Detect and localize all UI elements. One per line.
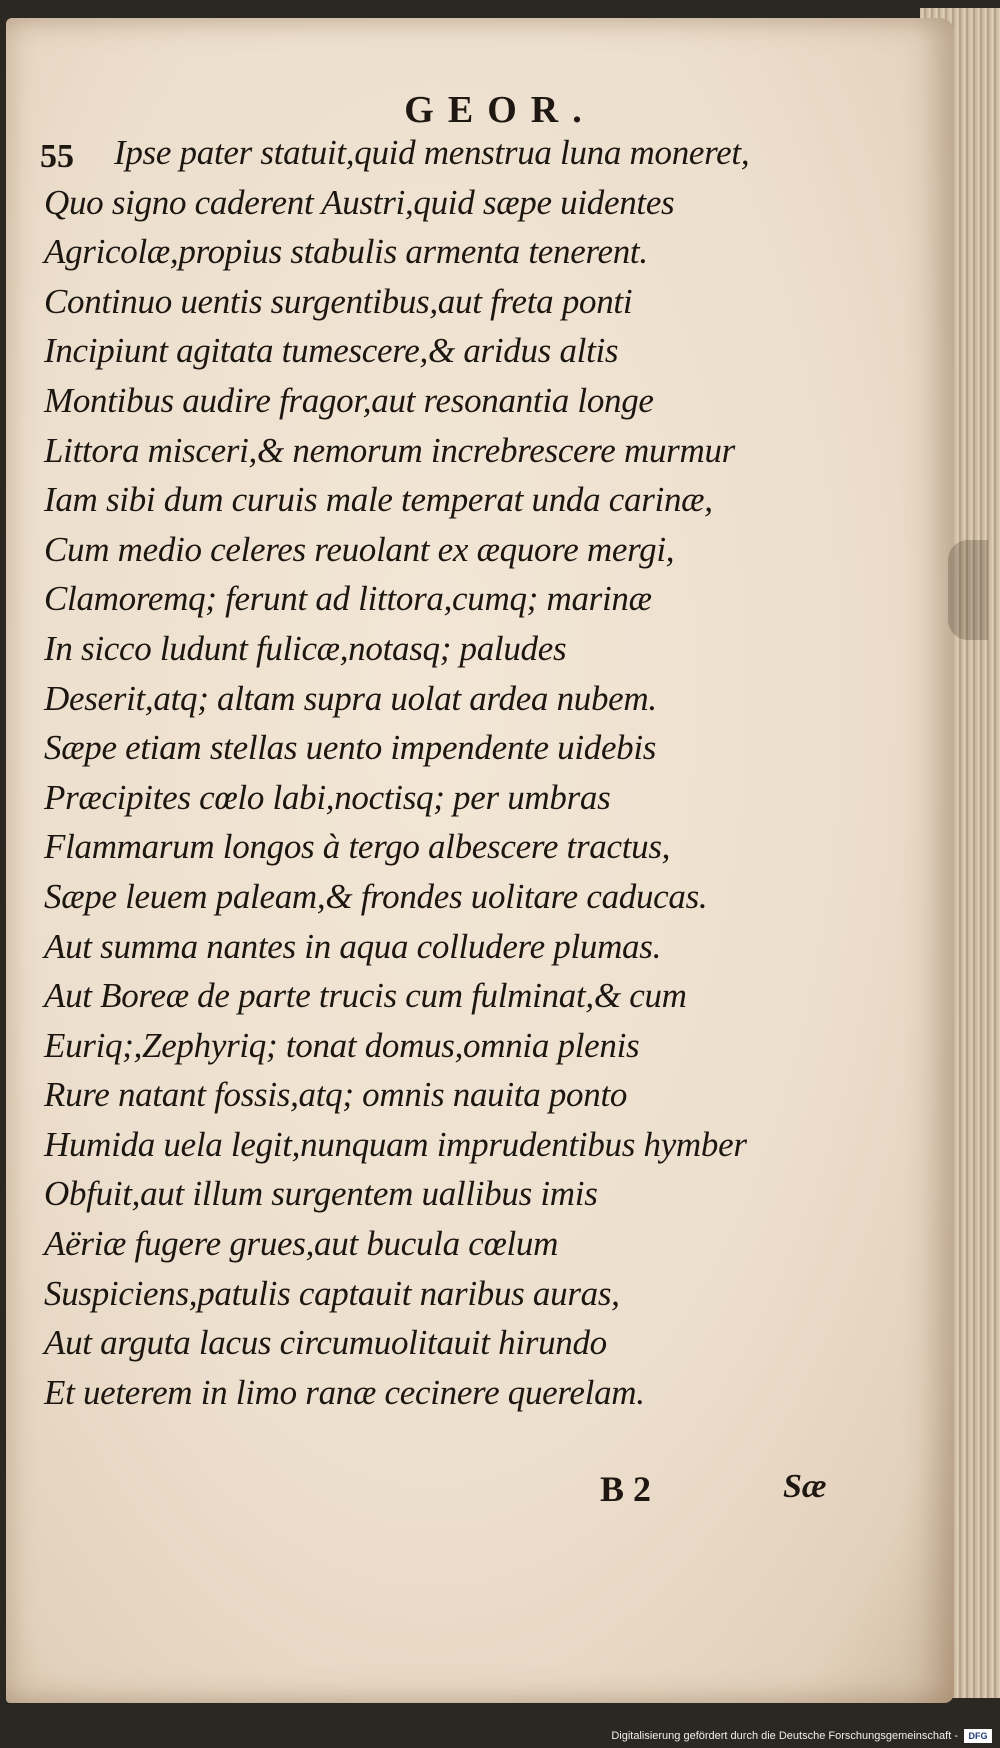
- verse-line: Aut Boreæ de parte trucis cum fulminat,& cum: [44, 976, 687, 1016]
- verse-line: Montibus audire fragor,aut resonantia longe: [44, 380, 654, 420]
- verse-line: Ipse pater statuit,quid menstrua luna moneret,: [114, 133, 750, 172]
- verse-line: Rure natant fossis,atq; omnis nauita ponto: [44, 1075, 628, 1115]
- signature-mark: B 2: [600, 1469, 652, 1509]
- verse-line: In sicco ludunt fulicæ,notasq; paludes: [44, 628, 567, 668]
- verse-line: Sæpe leuem paleam,& frondes uolitare caducas.: [44, 876, 708, 916]
- verse-line: Aut arguta lacus circumuolitauit hirundo: [44, 1323, 607, 1363]
- verse-line: Agricolæ,propius stabulis armenta tenerent.: [44, 232, 648, 272]
- running-head: GEOR.: [404, 89, 596, 131]
- digitization-credit: Digitalisierung gefördert durch die Deutsche Forschungsgemeinschaft -: [611, 1730, 958, 1742]
- verse-line: Cum medio celeres reuolant ex æquore mergi,: [44, 529, 675, 569]
- verse-line: Continuo uentis surgentibus,aut freta ponti: [44, 281, 633, 321]
- dfg-logo: DFG: [964, 1729, 992, 1743]
- verse-line: Deserit,atq; altam supra uolat ardea nubem.: [44, 678, 657, 718]
- catchword: Sæ: [783, 1468, 827, 1505]
- verse-line: Obfuit,aut illum surgentem uallibus imis: [44, 1174, 598, 1214]
- verse-line: Incipiunt agitata tumescere,& aridus altis: [44, 331, 619, 371]
- verse-line: Quo signo caderent Austri,quid sæpe uidentes: [44, 182, 675, 222]
- clip-shadow: [948, 540, 988, 640]
- verse-line: Humida uela legit,nunquam imprudentibus hymber: [44, 1124, 747, 1164]
- verse-line: Littora misceri,& nemorum increbrescere murmur: [44, 430, 735, 470]
- verse-text: [44, 128, 874, 1417]
- verse-line: Suspiciens,patulis captauit naribus auras,: [44, 1273, 620, 1313]
- verse-line: Sæpe etiam stellas uento impendente uidebis: [44, 728, 657, 768]
- verse-line: Aut summa nantes in aqua colludere plumas.: [44, 926, 662, 966]
- verse-line: Iam sibi dum curuis male temperat unda carinæ,: [44, 480, 713, 520]
- verse-line: Flammarum longos à tergo albescere tractus,: [44, 827, 671, 867]
- verse-line: Aëriæ fugere grues,aut bucula cœlum: [44, 1224, 559, 1264]
- line-number: 55: [40, 138, 74, 175]
- verse-line: Præcipites cœlo labi,noctisq; per umbras: [44, 777, 611, 817]
- verse-line: Et ueterem in limo ranæ cecinere querelam.: [44, 1372, 645, 1412]
- verse-line: Euriq;,Zephyriq; tonat domus,omnia plenis: [44, 1025, 640, 1065]
- verse-line: Clamoremq; ferunt ad littora,cumq; marinæ: [44, 579, 652, 619]
